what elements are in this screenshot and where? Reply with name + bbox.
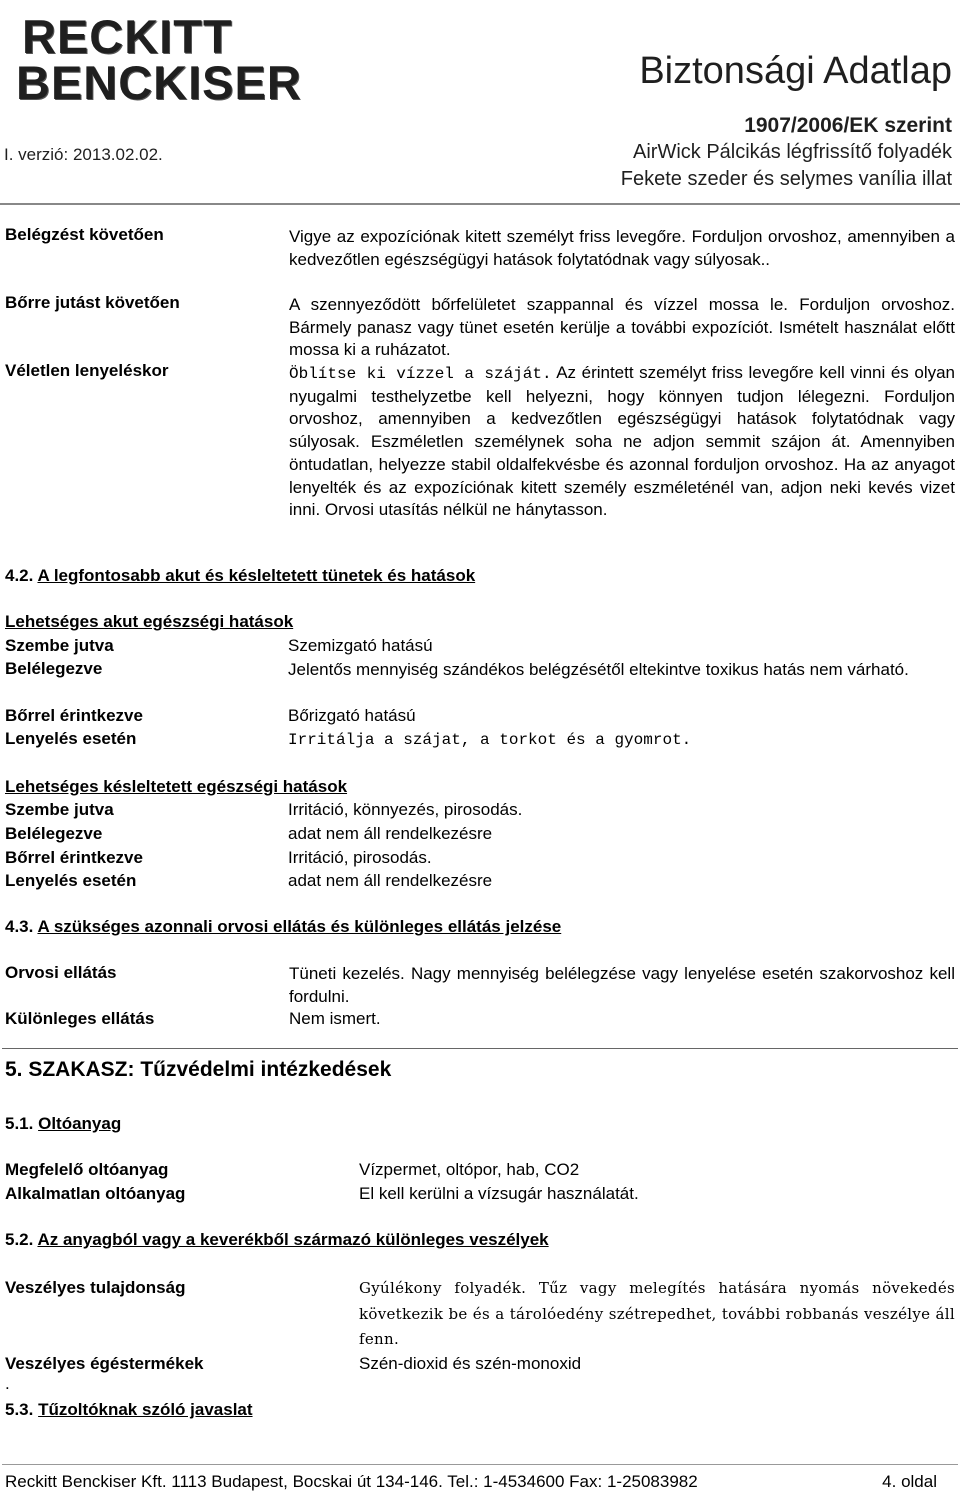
delayed-effects-heading — [5, 777, 347, 797]
section-4-3-number: 4.3. — [5, 917, 34, 936]
section-5-2-title: Az anyagból vagy a keverékből származó különleges veszélyek — [37, 1230, 549, 1249]
special-care-label: Különleges ellátás — [5, 1009, 155, 1028]
suitable-extinguisher-label: Megfelelő oltóanyag — [5, 1160, 169, 1179]
section-5-divider — [2, 1048, 958, 1049]
section-5-2-number: 5.2. — [5, 1230, 34, 1249]
unsuitable-extinguisher-label: Alkalmatlan oltóanyag — [5, 1184, 186, 1203]
special-care-text: Nem ismert. — [289, 1009, 381, 1028]
section-4-2-heading — [5, 566, 475, 586]
acute-eye-value: Szemizgató hatású — [288, 636, 433, 655]
inhalation-text: Vigye az expozíciónak kitett személyt friss levegőre. Forduljon orvoshoz, amennyiben a kedvezőtlen egészségügyi hatások folytatódnak vagy súlyosak.. — [289, 227, 955, 269]
page-footer — [5, 1472, 955, 1492]
section-4-2-title: A legfontosabb akut és késleltetett tünetek és hatások — [37, 566, 476, 585]
hazard-property-value: Gyúlékony folyadék. Tűz vagy melegítés hatására nyomás növekedés következik be és a tárolóedény szétrepedhet, további robbanás veszélye áll fenn. — [359, 1279, 955, 1348]
section-5-3-number: 5.3. — [5, 1400, 34, 1419]
delayed-skin-value: Irritáció, pirosodás. — [288, 848, 432, 867]
suitable-extinguisher-value: Vízpermet, oltópor, hab, CO2 — [359, 1160, 580, 1179]
section-4-2-number: 4.2. — [5, 566, 34, 585]
delayed-inhalation-label: Belélegezve — [5, 824, 103, 843]
company-logo — [16, 8, 306, 108]
skin-contact-text: A szennyeződött bőrfelületet szappannal és vízzel mossa le. Forduljon orvoshoz. Bármely panasz vagy tünet esetén kerülje a további expozíciót. Ismételt használat előtt mossa ki a ruházatot. — [289, 295, 955, 360]
delayed-ingestion-value: adat nem áll rendelkezésre — [288, 871, 493, 890]
document-title: Biztonsági Adatlap — [639, 50, 952, 92]
ingestion-label: Véletlen lenyeléskor — [5, 361, 169, 380]
section-5-1-title: Oltóanyag — [38, 1114, 122, 1133]
inhalation-label: Belégzést követően — [5, 225, 164, 244]
delayed-eye-value: Irritáció, könnyezés, pirosodás. — [288, 800, 523, 819]
section-5-heading: 5. SZAKASZ: Tűzvédelmi intézkedések — [5, 1058, 392, 1081]
section-5-2-heading — [5, 1230, 549, 1250]
ingestion-text — [289, 362, 955, 522]
combustion-products-value: Szén-dioxid és szén-monoxid — [359, 1354, 582, 1373]
stray-dot: . — [5, 1374, 10, 1393]
logo-line-2: BENCKISER — [16, 56, 302, 109]
section-5-1-number: 5.1. — [5, 1114, 34, 1133]
acute-ingestion-label: Lenyelés esetén — [5, 729, 137, 748]
acute-ingestion-value: Irritálja a szájat, a torkot és a gyomrot. — [288, 731, 692, 749]
hazard-property-label: Veszélyes tulajdonság — [5, 1278, 186, 1297]
delayed-eye-label: Szembe jutva — [5, 800, 114, 819]
acute-skin-value: Bőrizgató hatású — [288, 706, 416, 725]
delayed-skin-label: Bőrrel érintkezve — [5, 848, 143, 867]
skin-contact-label: Bőrre jutást követően — [5, 293, 180, 312]
acute-eye-label: Szembe jutva — [5, 636, 114, 655]
footer-divider — [2, 1464, 958, 1465]
ingestion-text-rest: Az érintett személyt friss levegőre kell vinni és olyan nyugalmi testhelyzetbe kell helyezni, hogy könnyen tudjon lélegezni. Forduljon orvoshoz, amennyiben a kedvezőtlen egészségügyi hatások folytatódnak vagy súlyosak. Eszméletlen személynek soha ne adjon semmit szájon át. Amennyiben öntudatlan, helyezze stabil oldalfekvésbe és azonnal forduljon orvoshoz. Ha az anyagot lenyelték és az expozíciónak kitett személy eszméleténél van, adjon neki kevés vizet inni. Orvosi utasítás nélkül ne hánytasson. — [289, 363, 956, 520]
version-label: I. verzió: 2013.02.02. — [4, 145, 163, 164]
ingestion-text-mono: Öblítse ki vízzel a száját. — [289, 365, 552, 383]
logo-line-1: RECKITT — [22, 10, 233, 63]
acute-inhalation-label: Belélegezve — [5, 659, 103, 678]
section-4-3-title: A szükséges azonnali orvosi ellátás és különleges ellátás jelzése — [37, 917, 562, 936]
section-4-3-heading — [5, 917, 561, 937]
acute-skin-label: Bőrrel érintkezve — [5, 706, 143, 725]
footer-page-number: 4. oldal — [882, 1472, 937, 1491]
medical-care-label: Orvosi ellátás — [5, 963, 117, 982]
regulation-reference: 1907/2006/EK szerint — [744, 114, 952, 137]
section-5-3-heading — [5, 1400, 253, 1420]
section-5-3-title: Tűzoltóknak szóló javaslat — [38, 1400, 253, 1419]
acute-effects-heading — [5, 612, 293, 632]
delayed-inhalation-value: adat nem áll rendelkezésre — [288, 824, 493, 843]
footer-company: Reckitt Benckiser Kft. 1113 Budapest, Bocskai út 134-146. Tel.: 1-4534600 Fax: 1-25083982 — [5, 1472, 698, 1491]
header-divider — [0, 203, 960, 205]
acute-inhalation-value: Jelentős mennyiség szándékos belégzésétől eltekintve toxikus hatás nem várható. — [288, 660, 909, 679]
unsuitable-extinguisher-value: El kell kerülni a vízsugár használatát. — [359, 1184, 639, 1203]
section-5-1-heading — [5, 1114, 121, 1134]
delayed-ingestion-label: Lenyelés esetén — [5, 871, 137, 890]
combustion-products-label: Veszélyes égéstermékek — [5, 1354, 204, 1373]
product-name: AirWick Pálcikás légfrissítő folyadék — [633, 141, 952, 163]
product-variant: Fekete szeder és selymes vanília illat — [620, 168, 952, 190]
medical-care-text: Tüneti kezelés. Nagy mennyiség belélegzése vagy lenyelése esetén szakorvoshoz kell fordulni. — [289, 964, 955, 1006]
delayed-effects-heading-text: Lehetséges késleltetett egészségi hatások — [5, 777, 348, 796]
acute-effects-heading-text: Lehetséges akut egészségi hatások — [5, 612, 294, 631]
